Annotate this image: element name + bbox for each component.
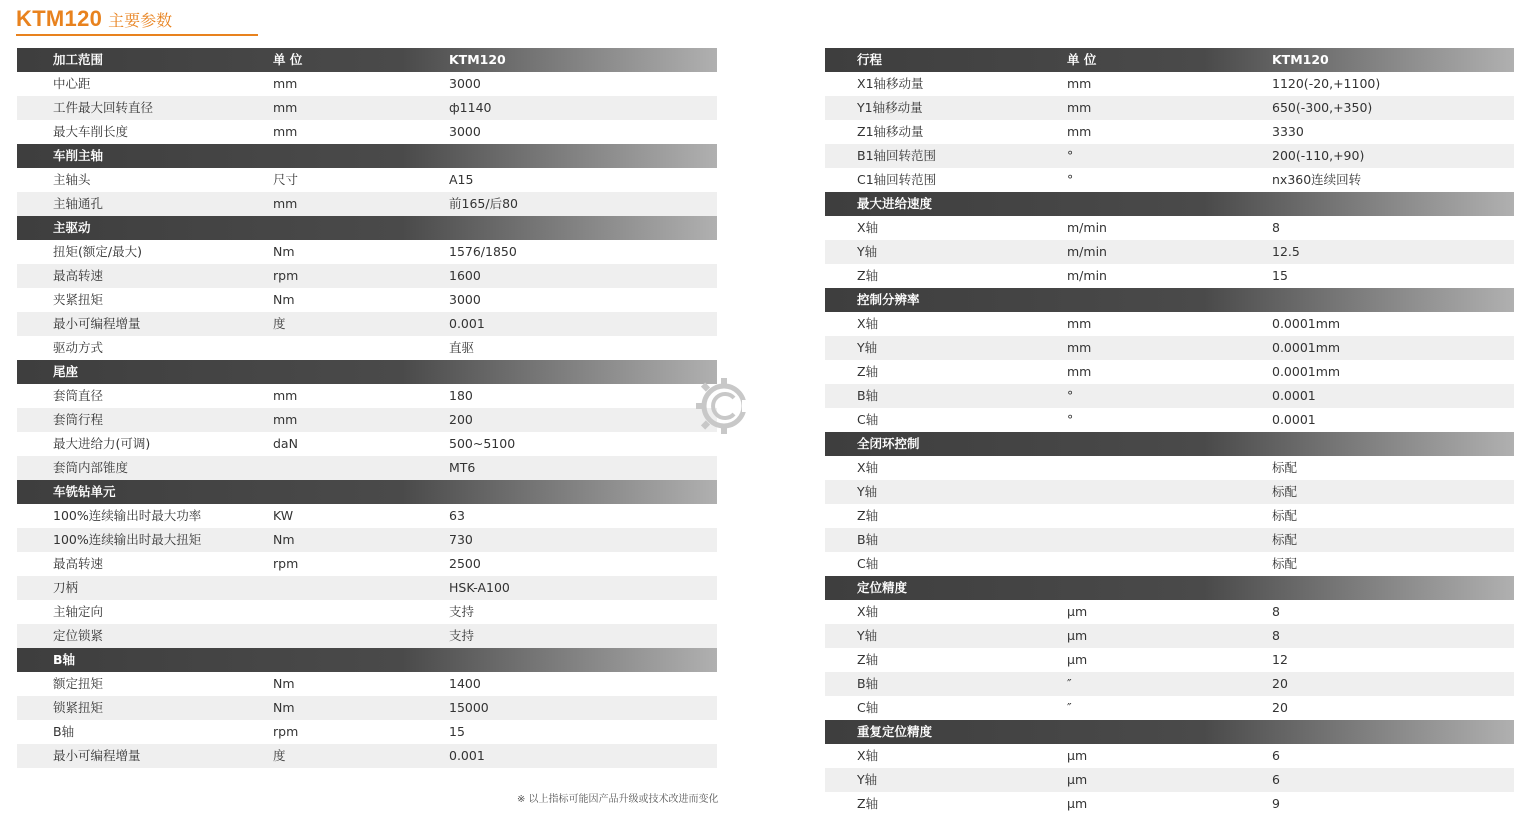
right-spec-table xyxy=(825,48,1514,816)
spec-value: 2500 xyxy=(449,556,481,571)
spec-label: X轴 xyxy=(857,604,879,619)
spec-row xyxy=(825,648,1514,672)
spec-row xyxy=(825,120,1514,144)
spec-row xyxy=(17,168,717,192)
spec-row xyxy=(825,792,1514,816)
section-header xyxy=(17,648,717,672)
spec-value: 0.0001mm xyxy=(1272,340,1341,355)
spec-value: 6 xyxy=(1272,772,1280,787)
spec-row xyxy=(17,528,717,552)
spec-value: MT6 xyxy=(449,460,476,475)
spec-value: 3330 xyxy=(1272,124,1304,139)
spec-label: 扭矩(额定/最大) xyxy=(53,244,142,259)
spec-value: 0.0001 xyxy=(1272,412,1316,427)
spec-value: 15 xyxy=(449,724,465,739)
spec-label: B轴 xyxy=(857,532,879,547)
spec-label: Y轴 xyxy=(857,772,878,787)
spec-unit: mm xyxy=(273,388,298,403)
spec-label: B轴 xyxy=(53,724,75,739)
spec-label: Y轴 xyxy=(857,628,878,643)
section-header xyxy=(17,144,717,168)
spec-unit: m/min xyxy=(1067,268,1107,283)
spec-row xyxy=(825,624,1514,648)
section-header xyxy=(825,48,1514,72)
section-header xyxy=(17,480,717,504)
section-header-cell: 车铣钻单元 xyxy=(53,484,116,499)
spec-unit: rpm xyxy=(273,724,299,739)
spec-value: 63 xyxy=(449,508,465,523)
gear-logo-icon xyxy=(692,374,756,438)
spec-row xyxy=(17,192,717,216)
spec-unit: mm xyxy=(273,100,298,115)
spec-unit: ° xyxy=(1067,412,1074,427)
section-header xyxy=(825,432,1514,456)
spec-label: B轴 xyxy=(857,676,879,691)
spec-unit: mm xyxy=(273,76,298,91)
spec-label: Y轴 xyxy=(857,484,878,499)
section-header xyxy=(17,216,717,240)
spec-label: 套筒内部锥度 xyxy=(53,460,129,475)
spec-label: B轴 xyxy=(857,388,879,403)
spec-label: Z轴 xyxy=(857,268,879,283)
section-header xyxy=(825,576,1514,600)
spec-label: 定位锁紧 xyxy=(53,628,104,643)
spec-unit: ° xyxy=(1067,388,1074,403)
spec-label: 最小可编程增量 xyxy=(53,316,141,331)
spec-row xyxy=(17,600,717,624)
spec-unit: mm xyxy=(1067,340,1092,355)
spec-unit: mm xyxy=(1067,76,1092,91)
spec-unit: m/min xyxy=(1067,244,1107,259)
section-header-cell: 行程 xyxy=(857,52,883,67)
spec-label: 驱动方式 xyxy=(53,340,104,355)
section-header-cell: 单 位 xyxy=(273,52,303,67)
spec-value: 3000 xyxy=(449,76,481,91)
spec-row xyxy=(17,336,717,360)
spec-row xyxy=(17,240,717,264)
spec-unit: μm xyxy=(1067,796,1088,811)
spec-row xyxy=(17,456,717,480)
spec-value: 8 xyxy=(1272,604,1280,619)
spec-label: Z轴 xyxy=(857,364,879,379)
spec-row xyxy=(17,288,717,312)
spec-label: 100%连续输出时最大功率 xyxy=(53,508,202,523)
spec-value: 12.5 xyxy=(1272,244,1300,259)
spec-value: 1120(-20,+1100) xyxy=(1272,76,1381,91)
footnote: ※ 以上指标可能因产品升级或技术改进而变化 xyxy=(517,794,719,805)
spec-value: 8 xyxy=(1272,220,1280,235)
spec-unit: μm xyxy=(1067,652,1088,667)
spec-row xyxy=(17,384,717,408)
spec-row xyxy=(825,216,1514,240)
spec-value: 200(-110,+90) xyxy=(1272,148,1365,163)
spec-unit: mm xyxy=(1067,364,1092,379)
spec-label: X轴 xyxy=(857,748,879,763)
spec-unit: μm xyxy=(1067,772,1088,787)
spec-label: X轴 xyxy=(857,220,879,235)
spec-value: 15 xyxy=(1272,268,1288,283)
spec-label: 刀柄 xyxy=(53,580,79,595)
spec-value: 标配 xyxy=(1272,508,1298,523)
spec-unit: Nm xyxy=(273,244,295,259)
spec-value: 标配 xyxy=(1272,484,1298,499)
spec-row xyxy=(825,768,1514,792)
section-header-cell: 单 位 xyxy=(1067,52,1097,67)
section-header xyxy=(825,192,1514,216)
spec-unit: Nm xyxy=(273,676,295,691)
spec-label: X轴 xyxy=(857,316,879,331)
spec-label: 工件最大回转直径 xyxy=(53,100,154,115)
spec-value: 标配 xyxy=(1272,460,1298,475)
spec-label: C轴 xyxy=(857,700,879,715)
spec-row xyxy=(17,120,717,144)
section-header-cell: KTM120 xyxy=(1272,52,1329,67)
model-name: KTM120 xyxy=(16,6,103,31)
spec-unit: μm xyxy=(1067,748,1088,763)
spec-value: 标配 xyxy=(1272,532,1298,547)
spec-row xyxy=(17,264,717,288)
spec-value: 9 xyxy=(1272,796,1280,811)
spec-label: Y1轴移动量 xyxy=(857,100,923,115)
section-header-cell: 主驱动 xyxy=(53,220,91,235)
spec-row xyxy=(17,432,717,456)
spec-unit: Nm xyxy=(273,700,295,715)
spec-label: 锁紧扭矩 xyxy=(53,700,104,715)
spec-unit: μm xyxy=(1067,604,1088,619)
spec-label: 100%连续输出时最大扭矩 xyxy=(53,532,202,547)
spec-row xyxy=(17,720,717,744)
spec-row xyxy=(825,336,1514,360)
spec-label: 额定扭矩 xyxy=(53,676,104,691)
spec-unit: daN xyxy=(273,436,298,451)
spec-row xyxy=(17,744,717,768)
section-header-cell: 加工范围 xyxy=(53,52,104,67)
spec-row xyxy=(17,672,717,696)
spec-unit: ″ xyxy=(1067,700,1072,715)
spec-row xyxy=(825,144,1514,168)
spec-row xyxy=(825,480,1514,504)
spec-value: 20 xyxy=(1272,700,1288,715)
title-underline xyxy=(16,34,258,36)
spec-value: 20 xyxy=(1272,676,1288,691)
spec-value: 0.0001 xyxy=(1272,388,1316,403)
spec-label: 最大车削长度 xyxy=(53,124,129,139)
spec-row xyxy=(825,504,1514,528)
spec-value: 标配 xyxy=(1272,556,1298,571)
section-header-cell: 定位精度 xyxy=(857,580,908,595)
spec-row xyxy=(825,552,1514,576)
spec-row xyxy=(825,360,1514,384)
spec-label: 最小可编程增量 xyxy=(53,748,141,763)
section-header-cell: 最大进给速度 xyxy=(857,196,933,211)
page-title xyxy=(16,6,172,32)
spec-value: 0.001 xyxy=(449,316,485,331)
spec-row xyxy=(17,72,717,96)
spec-row xyxy=(17,576,717,600)
spec-unit: ° xyxy=(1067,172,1074,187)
page-subtitle: 主要参数 xyxy=(108,11,173,30)
spec-label: X轴 xyxy=(857,460,879,475)
spec-row xyxy=(825,744,1514,768)
spec-label: 主轴头 xyxy=(53,172,91,187)
spec-unit: Nm xyxy=(273,532,295,547)
spec-value: 1576/1850 xyxy=(449,244,517,259)
section-header xyxy=(825,288,1514,312)
spec-value: 6 xyxy=(1272,748,1280,763)
section-header xyxy=(825,720,1514,744)
section-header-cell: 全闭环控制 xyxy=(857,436,920,451)
spec-unit: mm xyxy=(273,196,298,211)
spec-value: 0.001 xyxy=(449,748,485,763)
spec-unit: 度 xyxy=(273,748,286,763)
spec-unit: 度 xyxy=(273,316,286,331)
spec-row xyxy=(825,384,1514,408)
spec-unit: rpm xyxy=(273,556,299,571)
spec-row xyxy=(825,72,1514,96)
spec-label: Z1轴移动量 xyxy=(857,124,924,139)
spec-label: 套筒行程 xyxy=(53,412,104,427)
spec-label: X1轴移动量 xyxy=(857,76,924,91)
spec-value: 500~5100 xyxy=(449,436,516,451)
section-header xyxy=(17,48,717,72)
spec-value: 1600 xyxy=(449,268,481,283)
spec-label: Z轴 xyxy=(857,796,879,811)
spec-label: C轴 xyxy=(857,556,879,571)
spec-row xyxy=(17,696,717,720)
spec-row xyxy=(825,600,1514,624)
spec-row xyxy=(17,552,717,576)
spec-value: A15 xyxy=(449,172,474,187)
spec-unit: 尺寸 xyxy=(273,172,299,187)
spec-unit: mm xyxy=(273,124,298,139)
spec-row xyxy=(17,96,717,120)
spec-value: HSK-A100 xyxy=(449,580,510,595)
spec-value: 200 xyxy=(449,412,473,427)
spec-value: 0.0001mm xyxy=(1272,316,1341,331)
spec-row xyxy=(825,696,1514,720)
section-header-cell: 控制分辨率 xyxy=(857,292,920,307)
spec-value: 3000 xyxy=(449,124,481,139)
spec-row xyxy=(825,240,1514,264)
section-header-cell: KTM120 xyxy=(449,52,506,67)
spec-unit: Nm xyxy=(273,292,295,307)
section-header-cell: 车削主轴 xyxy=(53,148,104,163)
spec-value: 12 xyxy=(1272,652,1288,667)
spec-value: 0.0001mm xyxy=(1272,364,1341,379)
section-header-cell: 尾座 xyxy=(53,364,79,379)
spec-label: 主轴通孔 xyxy=(53,196,104,211)
spec-label: 夹紧扭矩 xyxy=(53,292,104,307)
spec-value: 支持 xyxy=(449,628,475,643)
spec-row xyxy=(825,96,1514,120)
spec-row xyxy=(825,408,1514,432)
spec-unit: mm xyxy=(1067,316,1092,331)
spec-value: 180 xyxy=(449,388,473,403)
section-header-cell: 重复定位精度 xyxy=(857,724,933,739)
spec-label: Y轴 xyxy=(857,244,878,259)
spec-unit: mm xyxy=(1067,124,1092,139)
spec-row xyxy=(825,168,1514,192)
spec-value: 650(-300,+350) xyxy=(1272,100,1373,115)
section-header-cell: B轴 xyxy=(53,652,76,667)
spec-unit: ″ xyxy=(1067,676,1072,691)
spec-label: Z轴 xyxy=(857,652,879,667)
spec-value: 8 xyxy=(1272,628,1280,643)
spec-row xyxy=(825,528,1514,552)
spec-label: 主轴定向 xyxy=(53,604,104,619)
spec-label: C1轴回转范围 xyxy=(857,172,937,187)
left-spec-table xyxy=(17,48,717,768)
spec-label: Z轴 xyxy=(857,508,879,523)
spec-value: ф1140 xyxy=(449,100,492,115)
spec-unit: mm xyxy=(273,412,298,427)
spec-row xyxy=(825,264,1514,288)
spec-label: 最高转速 xyxy=(53,268,104,283)
spec-value: 前165/后80 xyxy=(449,196,518,211)
spec-label: Y轴 xyxy=(857,340,878,355)
spec-row xyxy=(17,504,717,528)
spec-label: C轴 xyxy=(857,412,879,427)
spec-row xyxy=(17,624,717,648)
spec-label: 最大进给力(可调) xyxy=(53,436,151,451)
spec-value: 支持 xyxy=(449,604,475,619)
section-header xyxy=(17,360,717,384)
spec-value: 直驱 xyxy=(449,340,475,355)
spec-label: 中心距 xyxy=(53,76,91,91)
spec-unit: mm xyxy=(1067,100,1092,115)
spec-unit: rpm xyxy=(273,268,299,283)
spec-unit: KW xyxy=(273,508,294,523)
spec-value: 730 xyxy=(449,532,473,547)
spec-label: 最高转速 xyxy=(53,556,104,571)
spec-unit: μm xyxy=(1067,628,1088,643)
spec-row xyxy=(825,456,1514,480)
spec-row xyxy=(825,312,1514,336)
spec-unit: ° xyxy=(1067,148,1074,163)
spec-row xyxy=(17,312,717,336)
spec-value: 15000 xyxy=(449,700,489,715)
spec-value: 3000 xyxy=(449,292,481,307)
spec-label: B1轴回转范围 xyxy=(857,148,937,163)
spec-row xyxy=(825,672,1514,696)
spec-label: 套筒直径 xyxy=(53,388,104,403)
spec-unit: m/min xyxy=(1067,220,1107,235)
spec-row xyxy=(17,408,717,432)
spec-value: 1400 xyxy=(449,676,481,691)
spec-value: nx360连续回转 xyxy=(1272,172,1362,187)
